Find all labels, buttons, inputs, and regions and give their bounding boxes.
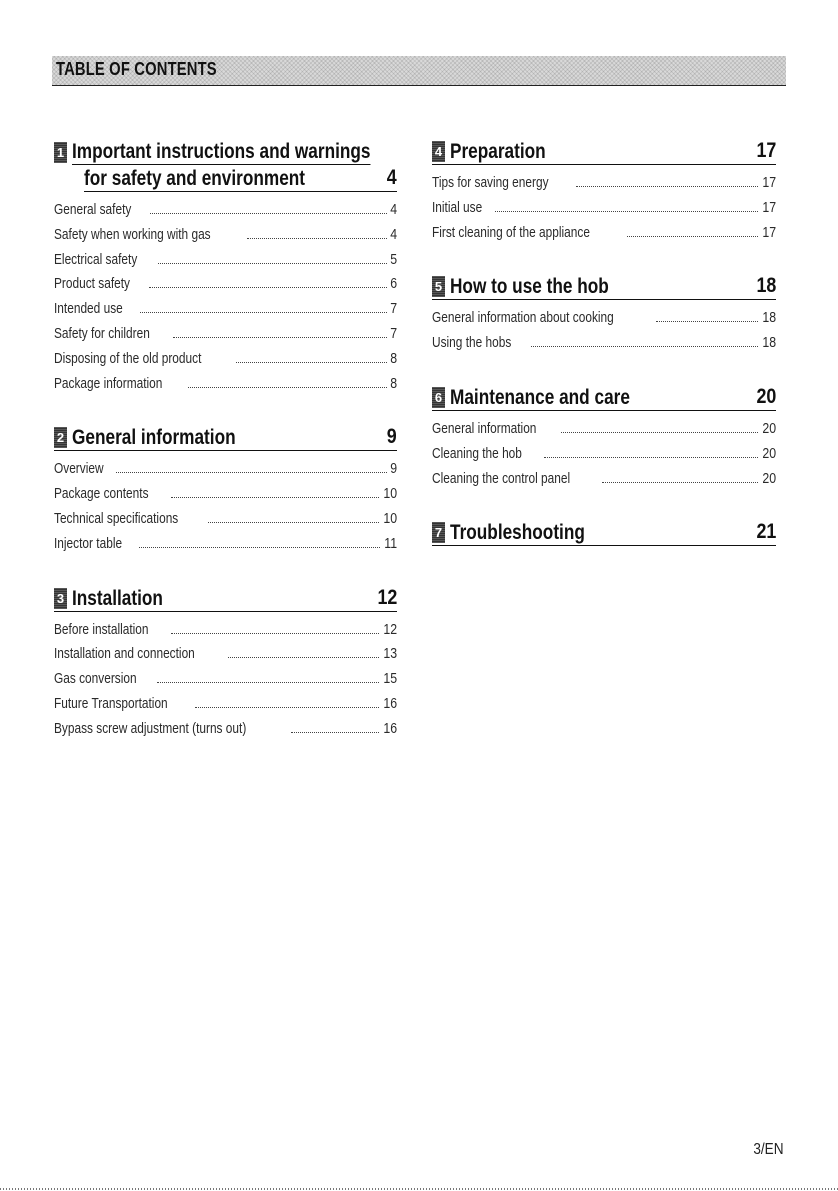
- toc-entry-label: Technical specifications: [54, 510, 179, 527]
- leader-dots: [544, 447, 758, 458]
- section-heading[interactable]: [432, 140, 776, 165]
- toc-entry-page: 18: [762, 335, 776, 352]
- toc-entry-page: 4: [390, 202, 397, 218]
- section-page-number: 9: [387, 425, 397, 449]
- leader-dots: [171, 487, 379, 498]
- toc-entry-label: Package information: [54, 375, 163, 392]
- toc-entry[interactable]: [54, 721, 397, 746]
- leader-dots: [531, 336, 758, 347]
- toc-entry-label: Installation and connection: [54, 646, 195, 663]
- toc-entry-label: Initial use: [432, 199, 483, 216]
- section-number-badge: 2: [54, 427, 67, 448]
- toc-entry-page: 16: [383, 720, 397, 737]
- section-page-number: 20: [756, 384, 776, 408]
- toc-entry-page: 13: [383, 646, 397, 663]
- toc-entry-label: Safety for children: [54, 325, 150, 342]
- section-heading[interactable]: [432, 521, 776, 546]
- section-heading[interactable]: [432, 275, 776, 300]
- section-number-badge: 6: [432, 387, 445, 408]
- toc-header-bar: [52, 56, 786, 86]
- leader-dots: [149, 277, 387, 288]
- toc-entry[interactable]: [432, 200, 776, 225]
- leader-dots: [150, 203, 387, 214]
- toc-entry-label: General information about cooking: [432, 310, 614, 327]
- section-title: Maintenance and care: [450, 385, 630, 409]
- toc-entry-page: 6: [390, 276, 397, 293]
- toc-entry[interactable]: [54, 671, 397, 696]
- toc-entry-label: Gas conversion: [54, 671, 137, 688]
- toc-entry-page: 8: [390, 375, 397, 392]
- section-heading[interactable]: [54, 426, 397, 451]
- leader-dots: [157, 672, 379, 683]
- toc-entry-list: [432, 421, 776, 495]
- leader-dots: [116, 462, 386, 473]
- leader-dots: [140, 302, 387, 313]
- toc-left-column: [54, 140, 397, 772]
- toc-entry-page: 7: [390, 325, 397, 342]
- toc-entry-list: [54, 202, 397, 400]
- toc-entry-page: 17: [762, 175, 776, 191]
- section-number-badge: 4: [432, 141, 445, 162]
- toc-entry[interactable]: [432, 225, 776, 250]
- toc-entry-label: Intended use: [54, 301, 123, 318]
- toc-entry[interactable]: [54, 376, 397, 401]
- toc-entry-page: 16: [383, 695, 397, 712]
- toc-entry-page: 12: [383, 621, 397, 638]
- leader-dots: [291, 722, 379, 733]
- toc-entry-page: 15: [383, 671, 397, 688]
- toc-entry-page: 20: [762, 470, 776, 487]
- leader-dots: [228, 647, 379, 658]
- toc-entry[interactable]: [54, 326, 397, 351]
- section-page-number: 4: [387, 166, 397, 189]
- toc-entry-page: 4: [390, 226, 397, 243]
- toc-entry[interactable]: [432, 471, 776, 496]
- toc-entry-page: 10: [383, 486, 397, 503]
- section-number-badge: 7: [432, 522, 445, 543]
- toc-entry-label: Before installation: [54, 621, 149, 638]
- section-title: Preparation: [450, 140, 546, 163]
- toc-entry[interactable]: [432, 310, 776, 335]
- toc-entry-label: First cleaning of the appliance: [432, 224, 590, 241]
- toc-entry[interactable]: [54, 511, 397, 536]
- toc-entry-label: Using the hobs: [432, 335, 512, 352]
- toc-entry[interactable]: [54, 461, 397, 486]
- toc-entry[interactable]: [54, 646, 397, 671]
- toc-entry[interactable]: [54, 227, 397, 252]
- toc-entry-label: Tips for saving energy: [432, 175, 549, 191]
- toc-entry-label: Cleaning the control panel: [432, 470, 571, 487]
- toc-section-3: [54, 587, 397, 746]
- leader-dots: [173, 327, 387, 338]
- toc-entry-list: [432, 175, 776, 249]
- leader-dots: [247, 228, 387, 239]
- section-heading[interactable]: [432, 386, 776, 411]
- section-number-badge: 3: [54, 588, 67, 609]
- toc-entry-label: Package contents: [54, 486, 149, 503]
- leader-dots: [627, 226, 758, 237]
- section-title: How to use the hob: [450, 275, 609, 299]
- leader-dots: [576, 176, 758, 187]
- toc-section-5: [432, 275, 776, 360]
- section-page-number: 18: [756, 274, 776, 298]
- toc-entry[interactable]: [432, 421, 776, 446]
- leader-dots: [171, 623, 379, 634]
- page-number-footer: 3/EN: [753, 1141, 784, 1158]
- leader-dots: [602, 472, 757, 483]
- leader-dots: [188, 377, 387, 388]
- toc-entry-label: General safety: [54, 202, 132, 218]
- bottom-divider: [0, 1188, 838, 1190]
- section-title: Installation: [72, 586, 163, 610]
- section-number-badge: 1: [54, 142, 67, 163]
- leader-dots: [158, 253, 387, 264]
- toc-right-column: [432, 140, 776, 572]
- section-number-badge: 5: [432, 276, 445, 297]
- leader-dots: [561, 422, 758, 433]
- section-title: General information: [72, 426, 236, 450]
- toc-entry[interactable]: [54, 276, 397, 301]
- section-page-number: 21: [756, 520, 776, 544]
- toc-entry-label: Safety when working with gas: [54, 226, 211, 243]
- toc-entry-page: 8: [390, 350, 397, 367]
- toc-entry-page: 20: [762, 445, 776, 462]
- toc-entry-page: 20: [762, 420, 776, 437]
- toc-entry-page: 18: [762, 310, 776, 327]
- toc-entry-label: Future Transportation: [54, 695, 168, 712]
- toc-entry[interactable]: [54, 351, 397, 376]
- toc-entry[interactable]: [54, 252, 397, 277]
- section-title: Important instructions and warnings: [72, 140, 371, 163]
- toc-section-1: [54, 140, 397, 400]
- toc-entry[interactable]: [54, 486, 397, 511]
- leader-dots: [139, 537, 380, 548]
- section-title-continued: for safety and environment: [84, 167, 306, 190]
- toc-entry-page: 9: [390, 461, 397, 478]
- leader-dots: [195, 697, 379, 708]
- toc-entry-list: [432, 310, 776, 360]
- toc-entry-label: Electrical safety: [54, 251, 138, 268]
- page-title: TABLE OF CONTENTS: [56, 59, 217, 79]
- toc-entry-page: 10: [383, 510, 397, 527]
- toc-entry-list: [54, 622, 397, 746]
- section-page-number: 17: [756, 139, 776, 162]
- toc-entry[interactable]: [54, 696, 397, 721]
- toc-entry-label: Bypass screw adjustment (turns out): [54, 720, 247, 737]
- toc-section-7: [432, 521, 776, 546]
- leader-dots: [495, 201, 758, 212]
- toc-entry[interactable]: [54, 301, 397, 326]
- toc-section-2: [54, 426, 397, 560]
- toc-entry-page: 7: [390, 301, 397, 318]
- toc-entry-label: Product safety: [54, 276, 131, 293]
- toc-entry-label: Injector table: [54, 535, 123, 552]
- toc-entry[interactable]: [432, 335, 776, 360]
- leader-dots: [236, 352, 387, 363]
- toc-entry-label: Disposing of the old product: [54, 350, 202, 367]
- section-heading[interactable]: [54, 140, 397, 192]
- toc-entry-list: [54, 461, 397, 560]
- section-heading[interactable]: [54, 587, 397, 612]
- toc-entry-page: 11: [384, 535, 397, 552]
- toc-entry-label: Overview: [54, 461, 104, 478]
- leader-dots: [208, 512, 379, 523]
- toc-section-4: [432, 140, 776, 249]
- toc-entry-label: Cleaning the hob: [432, 445, 522, 462]
- toc-entry[interactable]: [54, 622, 397, 647]
- toc-entry-page: 17: [762, 199, 776, 216]
- toc-section-6: [432, 386, 776, 495]
- toc-entry-label: General information: [432, 420, 537, 437]
- toc-entry[interactable]: [54, 202, 397, 227]
- toc-entry[interactable]: [432, 446, 776, 471]
- toc-entry[interactable]: [54, 536, 397, 561]
- section-page-number: 12: [377, 585, 397, 609]
- section-title: Troubleshooting: [450, 521, 585, 545]
- leader-dots: [656, 311, 758, 322]
- toc-entry[interactable]: [432, 175, 776, 200]
- toc-entry-page: 5: [390, 251, 397, 268]
- toc-entry-page: 17: [762, 224, 776, 241]
